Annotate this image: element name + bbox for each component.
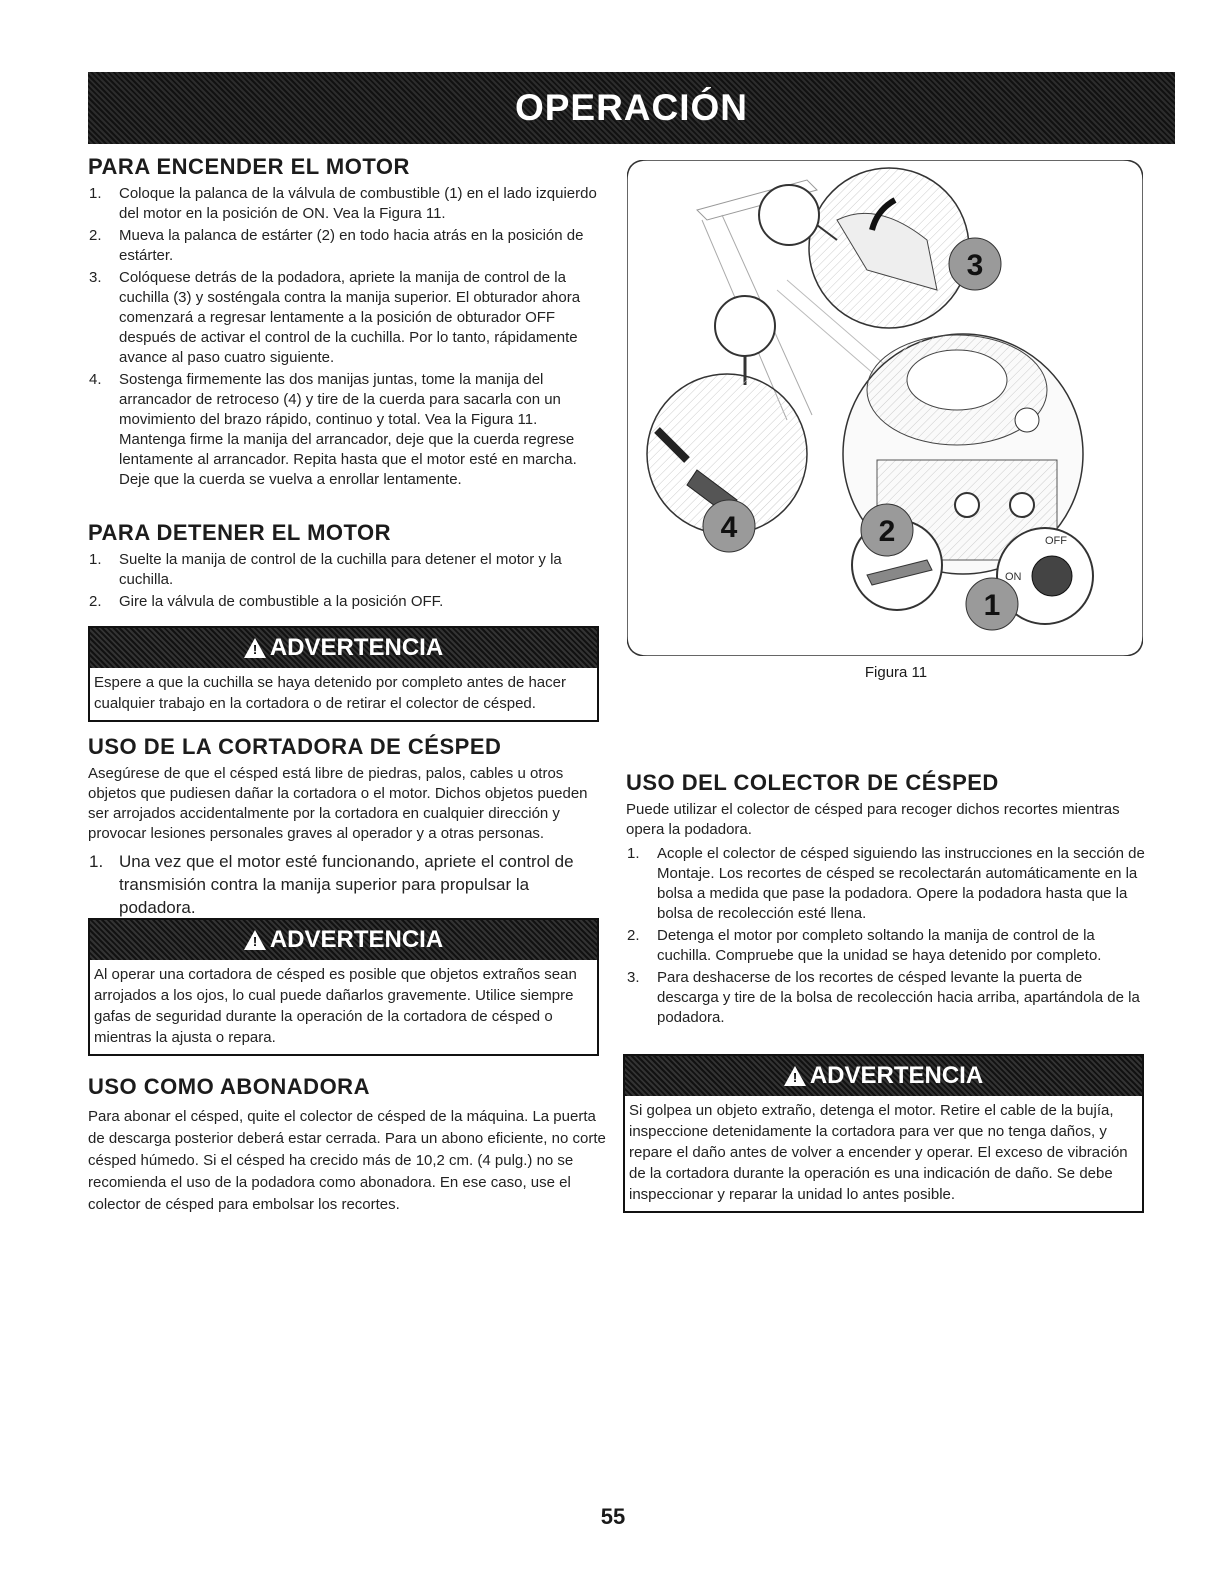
svg-text:2: 2 — [878, 515, 896, 548]
warning-label: ADVERTENCIA — [269, 926, 444, 953]
warning-header — [625, 1056, 1142, 1096]
list-item: 2. Mueva la palanca de estárter (2) en todo hacia atrás en la posición de estárter. — [89, 227, 584, 264]
warning-header — [90, 920, 597, 960]
section-title-collector: USO DEL COLECTOR DE CÉSPED — [626, 770, 999, 795]
stop-steps — [88, 550, 608, 612]
list-item: 2. Gire la válvula de combustible a la posición OFF. — [89, 593, 444, 610]
mulch-paragraph: Para abonar el césped, quite el colector de césped de la máquina. La puerta de descarga posterior deberá estar cerrada. Para un abono eficiente, no corte césped húmedo. Si el césped ha crecido más de 10,2 cm. (4 pulg.) no se recomienda el uso de la podadora como abonadora. En ese caso, use el colector de césped para embolsar los recortes. — [88, 1108, 606, 1213]
figure-caption: Figura 11 — [864, 664, 928, 681]
list-item: 4. Sostenga firmemente las dos manijas juntas, tome la manija del arrancador de retroceso (4) y tire de la cuerda para sacarla con un movimiento del brazo rápido, continuo y total. Vea la Figura 11. Mantenga firme la manija del arrancador, deje que la cuerda regrese lentamente al arrancador. Repita hasta que el motor esté en marcha. Deje que la cuerda se vuelva a enrollar lentamente. — [89, 371, 577, 488]
list-item: 3. Para deshacerse de los recortes de césped levante la puerta de descarga y tire de la bolsa de recolección hacia arriba, apartándola de la podadora. — [627, 969, 1140, 1026]
page-number: 55 — [600, 1504, 626, 1529]
svg-text:1: 1 — [983, 589, 1001, 622]
page-banner — [88, 72, 1175, 144]
svg-text:4: 4 — [720, 511, 738, 544]
warning-box-2 — [88, 918, 599, 1056]
section-mulch — [88, 1074, 608, 1216]
warning-triangle-icon: ! — [244, 930, 266, 950]
section-title-start: PARA ENCENDER EL MOTOR — [88, 154, 410, 179]
warning-header — [90, 628, 597, 668]
list-item: 1. Acople el colector de césped siguiendo las instrucciones en la sección de Montaje. Los recortes de césped se recolectarán automáticamente en la bolsa a medida que pase la podadora. Opere la podadora hasta que la bolsa de recolección esté llena. — [627, 845, 1145, 922]
callout-4 — [703, 500, 755, 552]
section-title-mower: USO DE LA CORTADORA DE CÉSPED — [88, 734, 502, 759]
warning-box-1 — [88, 626, 599, 722]
fuel-on-label: ON — [1005, 571, 1022, 583]
section-start-engine — [88, 154, 608, 492]
section-title-stop: PARA DETENER EL MOTOR — [88, 520, 392, 545]
callout-2 — [861, 504, 913, 556]
section-title-mulch: USO COMO ABONADORA — [88, 1074, 370, 1099]
section-collector — [626, 770, 1146, 1030]
svg-text:3: 3 — [966, 249, 984, 282]
banner-title: OPERACIÓN — [514, 87, 749, 128]
mower-engine-illustration — [627, 160, 1143, 656]
collector-paragraph: Puede utilizar el colector de césped para recoger dichos recortes mientras opera la podadora. — [626, 801, 1120, 838]
warning-text: Si golpea un objeto extraño, detenga el motor. Retire el cable de la bujía, inspeccione detenidamente la cortadora para ver que no tenga daños, y repare el daño antes de volver a encender y operar. El exceso de vibración de la cortadora durante la operación es una indicación de daño. Se debe inspeccionar y reparar la unidad lo antes posible. — [629, 1102, 1128, 1203]
figure-11 — [627, 160, 1143, 656]
mower-steps — [88, 850, 608, 919]
section-stop-engine — [88, 520, 608, 614]
warning-label: ADVERTENCIA — [809, 1062, 984, 1089]
warning-text: Espere a que la cuchilla se haya detenido por completo antes de hacer cualquier trabajo en la cortadora o de retirar el colector de césped. — [94, 674, 566, 712]
list-item: 2. Detenga el motor por completo soltando la manija de control de la cuchilla. Compruebe que la unidad se haya detenido por completo. — [627, 927, 1102, 964]
warning-box-3 — [623, 1054, 1144, 1213]
list-item: 3. Colóquese detrás de la podadora, apriete la manija de control de la cuchilla (3) y sosténgala contra la manija superior. El obturador ahora comenzará a regresar lentamente a la posición de obturador OFF después de activar el control de la cuchilla. Por lo tanto, rápidamente avance al paso cuatro siguiente. — [89, 269, 581, 366]
warning-triangle-icon: ! — [244, 638, 266, 658]
callout-1 — [966, 578, 1018, 630]
callout-3 — [949, 238, 1001, 290]
warning-triangle-icon: ! — [784, 1066, 806, 1086]
warning-label: ADVERTENCIA — [269, 634, 444, 661]
warning-text: Al operar una cortadora de césped es posible que objetos extraños sean arrojados a los ojos, lo cual puede dañarlos gravemente. Utilice siempre gafas de seguridad durante la operación de la cortadora de césped o mientras la ajusta o repara. — [94, 966, 577, 1046]
collector-steps — [626, 844, 1146, 1028]
mower-paragraph: Asegúrese de que el césped está libre de piedras, palos, cables u otros objetos que pudiesen dañar la cortadora o el motor. Dichos objetos pueden ser arrojados accidentalmente por la cortadora en cualquier dirección y provocar lesiones personales graves al operador y a otras personas. — [88, 765, 588, 842]
section-mower-use — [88, 734, 608, 921]
list-item: 1. Una vez que el motor esté funcionando, apriete el control de transmisión contra la manija superior para propulsar la podadora. — [89, 852, 574, 917]
fuel-off-label: OFF — [1045, 535, 1067, 547]
start-steps — [88, 184, 608, 490]
list-item: 1. Coloque la palanca de la válvula de combustible (1) en el lado izquierdo del motor en la posición de ON. Vea la Figura 11. — [89, 185, 597, 222]
list-item: 1. Suelte la manija de control de la cuchilla para detener el motor y la cuchilla. — [89, 551, 562, 588]
